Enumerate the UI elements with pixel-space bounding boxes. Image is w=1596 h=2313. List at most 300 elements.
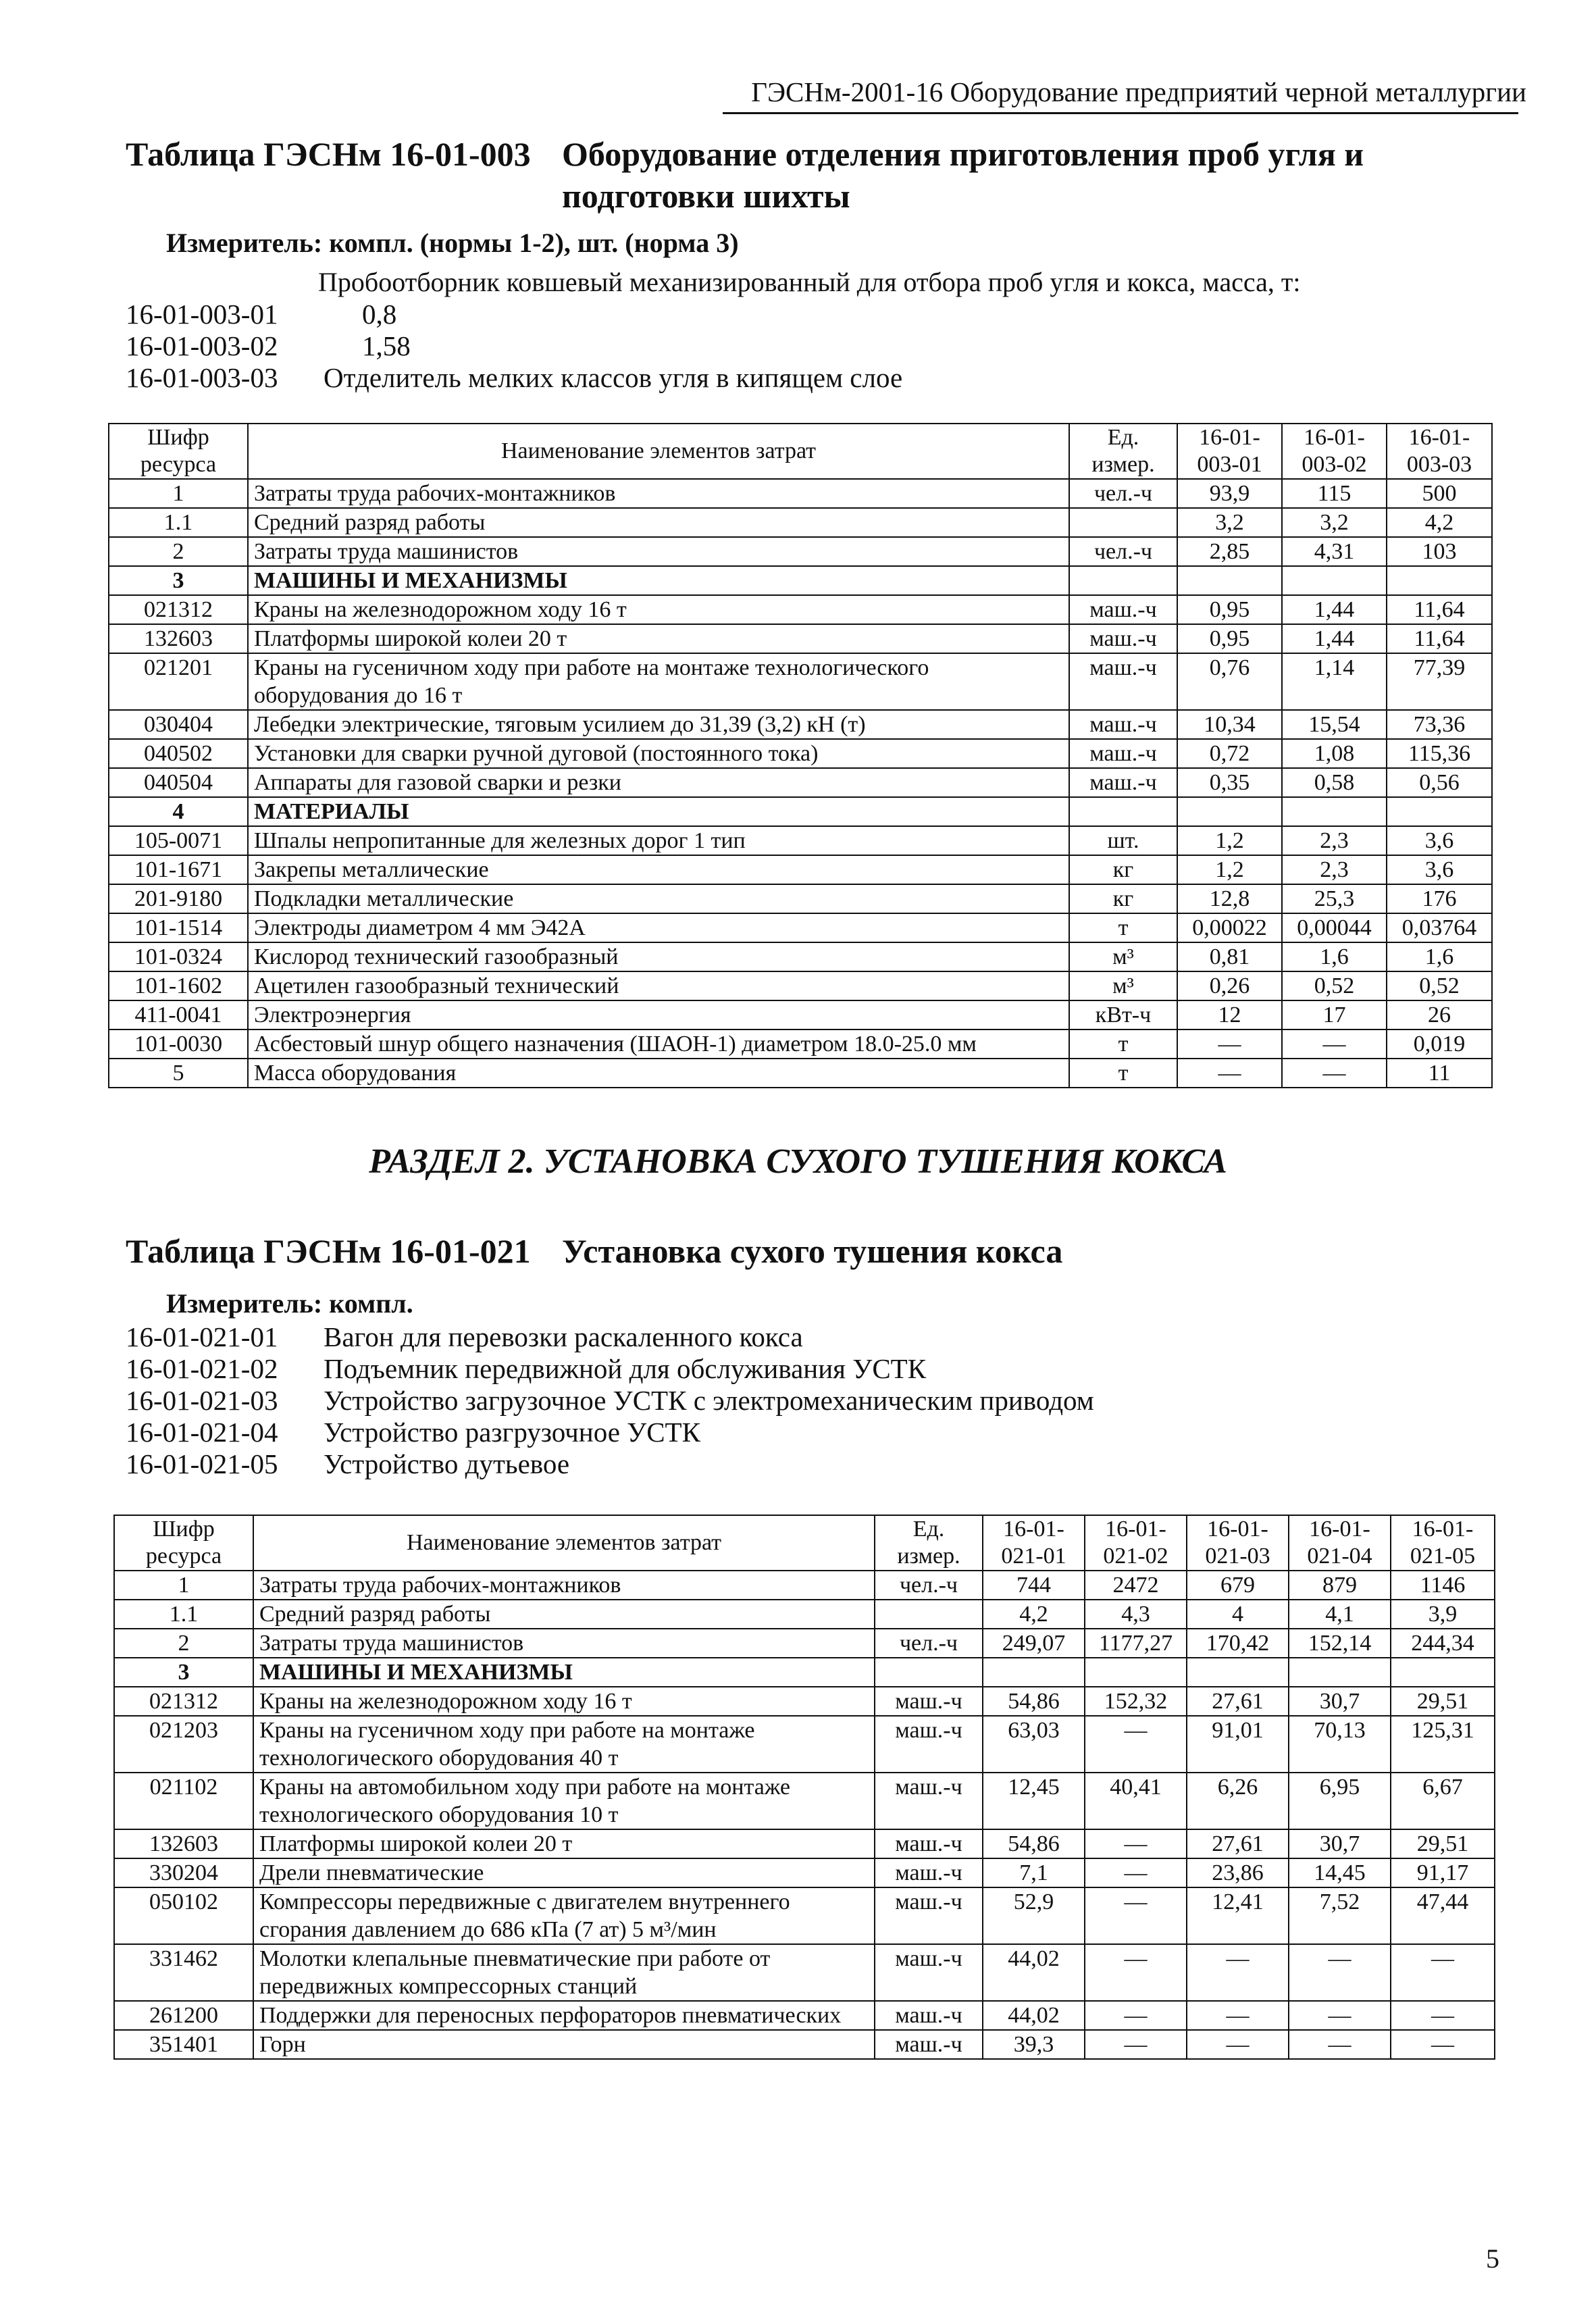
item-text: Вагон для перевозки раскаленного кокса: [324, 1321, 803, 1352]
table-row: [109, 537, 1492, 566]
header-col: 16-01-021-01: [983, 1515, 1085, 1571]
cell-value: 70,13: [1289, 1716, 1391, 1773]
cell-value: —: [1085, 1858, 1187, 1887]
cell-value: 44,02: [983, 2001, 1085, 2030]
table2-title: Установка сухого тушения кокса: [562, 1232, 1063, 1270]
cell-value: —: [1085, 1829, 1187, 1858]
item-code: 16-01-003-03: [126, 362, 278, 393]
header-name: Наименование элементов затрат: [253, 1515, 875, 1571]
cell-value: 40,41: [1085, 1773, 1187, 1829]
running-header: ГЭСНм-2001-16 Оборудование предприятий черной металлургии: [751, 76, 1526, 107]
cell-value: 30,7: [1289, 1829, 1391, 1858]
cell-value: 4,2: [1387, 508, 1492, 537]
cell-value: 77,39: [1387, 653, 1492, 710]
table-row: [114, 1571, 1495, 1600]
cell-value: 1177,27: [1085, 1629, 1187, 1658]
cell-value: 11: [1387, 1059, 1492, 1088]
cell-name: Ацетилен газообразный технический: [248, 971, 1069, 1000]
item-code: 16-01-003-01: [126, 299, 278, 330]
cell-value: —: [1289, 1944, 1391, 2001]
table2-meter: Измеритель: компл.: [166, 1288, 413, 1319]
cell-unit: маш.-ч: [1069, 710, 1177, 739]
cell-code: 1: [109, 479, 248, 508]
cell-value: 152,14: [1289, 1629, 1391, 1658]
cell-value: —: [1187, 2001, 1289, 2030]
cell-value: —: [1085, 1887, 1187, 1944]
cell-unit: шт.: [1069, 826, 1177, 855]
cell-name: Кислород технический газообразный: [248, 942, 1069, 971]
cell-unit: кг: [1069, 884, 1177, 913]
item-text: Устройство загрузочное УСТК с электромеханическим приводом: [324, 1385, 1094, 1416]
cell-value: 1,2: [1177, 855, 1282, 884]
cell-name: МАШИНЫ И МЕХАНИЗМЫ: [253, 1658, 875, 1687]
cell-value: 25,3: [1282, 884, 1387, 913]
cell-value: 176: [1387, 884, 1492, 913]
cell-name: Установки для сварки ручной дуговой (постоянного тока): [248, 739, 1069, 768]
cell-value: 1,14: [1282, 653, 1387, 710]
cell-name: Затраты труда машинистов: [253, 1629, 875, 1658]
cell-value: —: [1177, 1059, 1282, 1088]
cell-value: 27,61: [1187, 1687, 1289, 1716]
cell-value: 63,03: [983, 1716, 1085, 1773]
cell-value: 4,2: [983, 1600, 1085, 1629]
cell-code: 050102: [114, 1887, 253, 1944]
cell-code: 2: [109, 537, 248, 566]
table-row: [109, 710, 1492, 739]
header-name: Наименование элементов затрат: [248, 424, 1069, 479]
cell-value: 2,3: [1282, 855, 1387, 884]
cell-name: Лебедки электрические, тяговым усилием до 31,39 (3,2) кН (т): [248, 710, 1069, 739]
cell-name: Краны на автомобильном ходу при работе на монтаже технологического оборудования 10 т: [253, 1773, 875, 1829]
cell-value: 1,44: [1282, 624, 1387, 653]
cell-name: Средний разряд работы: [248, 508, 1069, 537]
item-text: Отделитель мелких классов угля в кипящем слое: [324, 362, 903, 393]
table-row: [109, 739, 1492, 768]
cell-value: —: [1282, 1030, 1387, 1059]
item-text: 0,8: [362, 299, 397, 330]
cell-name: Закрепы металлические: [248, 855, 1069, 884]
cell-value: 679: [1187, 1571, 1289, 1600]
header-col: 16-01-021-05: [1391, 1515, 1495, 1571]
cell-code: 411-0041: [109, 1000, 248, 1030]
cell-value: 1,6: [1387, 942, 1492, 971]
cell-value: 0,26: [1177, 971, 1282, 1000]
table-header-row: [114, 1515, 1495, 1571]
cell-value: 249,07: [983, 1629, 1085, 1658]
table-row: [109, 624, 1492, 653]
cell-value: 4: [1187, 1600, 1289, 1629]
cell-value: [1177, 566, 1282, 595]
cell-unit: маш.-ч: [875, 1829, 983, 1858]
cell-value: 10,34: [1177, 710, 1282, 739]
cell-value: —: [1282, 1059, 1387, 1088]
cell-value: 73,36: [1387, 710, 1492, 739]
cell-value: 3,6: [1387, 855, 1492, 884]
table-row: [114, 1829, 1495, 1858]
item-code: 16-01-003-02: [126, 330, 278, 361]
cell-value: 1146: [1391, 1571, 1495, 1600]
cell-value: 1,2: [1177, 826, 1282, 855]
table-row: [109, 855, 1492, 884]
header-code: Шифр ресурса: [109, 424, 248, 479]
cell-value: 103: [1387, 537, 1492, 566]
cell-value: 0,58: [1282, 768, 1387, 797]
table-header-row: [109, 424, 1492, 479]
cell-value: 115: [1282, 479, 1387, 508]
cell-value: 91,01: [1187, 1716, 1289, 1773]
cell-value: 12,8: [1177, 884, 1282, 913]
cell-value: 3,9: [1391, 1600, 1495, 1629]
header-col: 16-01-021-04: [1289, 1515, 1391, 1571]
cell-code: 021312: [109, 595, 248, 624]
item-text: Устройство разгрузочное УСТК: [324, 1417, 700, 1448]
table1-heading: [126, 134, 1544, 222]
cell-value: 879: [1289, 1571, 1391, 1600]
cell-unit: чел.-ч: [875, 1571, 983, 1600]
item-text: 1,58: [362, 330, 411, 361]
cell-value: —: [1391, 2030, 1495, 2059]
header-col: 16-01-021-03: [1187, 1515, 1289, 1571]
cell-value: [1289, 1658, 1391, 1687]
cell-value: 1,44: [1282, 595, 1387, 624]
cell-code: 330204: [114, 1858, 253, 1887]
item-text: Устройство дутьевое: [324, 1448, 570, 1479]
cell-code: 5: [109, 1059, 248, 1088]
cell-unit: маш.-ч: [1069, 739, 1177, 768]
cell-code: 101-1671: [109, 855, 248, 884]
item-code: 16-01-021-02: [126, 1353, 278, 1384]
cell-value: 30,7: [1289, 1687, 1391, 1716]
cell-value: 93,9: [1177, 479, 1282, 508]
cell-value: [1177, 797, 1282, 826]
cell-code: 021312: [114, 1687, 253, 1716]
cell-value: 0,95: [1177, 624, 1282, 653]
table-row: [114, 1773, 1495, 1829]
cell-name: Затраты труда рабочих-монтажников: [248, 479, 1069, 508]
table-row: [109, 595, 1492, 624]
cell-value: 4,31: [1282, 537, 1387, 566]
table-row: [109, 826, 1492, 855]
table-row: [114, 1944, 1495, 2001]
cell-value: 244,34: [1391, 1629, 1495, 1658]
cell-value: 2,85: [1177, 537, 1282, 566]
table-row: [114, 1629, 1495, 1658]
cell-value: 0,56: [1387, 768, 1492, 797]
cell-code: 132603: [109, 624, 248, 653]
cell-name: МАТЕРИАЛЫ: [248, 797, 1069, 826]
cell-value: 29,51: [1391, 1829, 1495, 1858]
cell-name: Затраты труда рабочих-монтажников: [253, 1571, 875, 1600]
cell-value: 0,81: [1177, 942, 1282, 971]
cell-unit: т: [1069, 1059, 1177, 1088]
cell-value: 500: [1387, 479, 1492, 508]
cell-value: —: [1391, 2001, 1495, 2030]
cell-value: 3,2: [1177, 508, 1282, 537]
cell-value: 52,9: [983, 1887, 1085, 1944]
cell-value: [1187, 1658, 1289, 1687]
header-col: 16-01-003-01: [1177, 424, 1282, 479]
cell-value: 7,52: [1289, 1887, 1391, 1944]
table1-title-line1: Оборудование отделения приготовления проб угля и: [562, 135, 1364, 173]
table1-title-line2: подготовки шихты: [562, 177, 850, 215]
table-row: [114, 1687, 1495, 1716]
cell-value: 15,54: [1282, 710, 1387, 739]
cell-name: Горн: [253, 2030, 875, 2059]
cell-value: 91,17: [1391, 1858, 1495, 1887]
cell-name: Краны на железнодорожном ходу 16 т: [253, 1687, 875, 1716]
cell-code: 3: [114, 1658, 253, 1687]
header-col: 16-01-021-02: [1085, 1515, 1187, 1571]
header-col: 16-01-003-03: [1387, 424, 1492, 479]
cell-value: —: [1391, 1944, 1495, 2001]
cell-name: Затраты труда машинистов: [248, 537, 1069, 566]
cell-value: 39,3: [983, 2030, 1085, 2059]
item-code: 16-01-021-01: [126, 1321, 278, 1352]
cell-value: 3,6: [1387, 826, 1492, 855]
cell-value: 14,45: [1289, 1858, 1391, 1887]
cell-value: 6,67: [1391, 1773, 1495, 1829]
cell-value: [1391, 1658, 1495, 1687]
cell-value: 0,00022: [1177, 913, 1282, 942]
cell-unit: маш.-ч: [875, 1887, 983, 1944]
cell-value: 2472: [1085, 1571, 1187, 1600]
cell-value: 3,2: [1282, 508, 1387, 537]
cell-value: 47,44: [1391, 1887, 1495, 1944]
table-row: [109, 508, 1492, 537]
table1-code: Таблица ГЭСНм 16-01-003: [126, 135, 531, 173]
cell-value: 125,31: [1391, 1716, 1495, 1773]
cell-unit: маш.-ч: [875, 1773, 983, 1829]
cell-code: 101-1514: [109, 913, 248, 942]
cell-value: 0,52: [1282, 971, 1387, 1000]
table1-meter: Измеритель: компл. (нормы 1-2), шт. (норма 3): [166, 228, 739, 258]
table-row: [109, 1030, 1492, 1059]
item-text: Подъемник передвижной для обслуживания УСТК: [324, 1353, 927, 1384]
table-row: [114, 2030, 1495, 2059]
cell-code: 101-1602: [109, 971, 248, 1000]
cell-unit: т: [1069, 913, 1177, 942]
cell-value: [1282, 566, 1387, 595]
cell-unit: [1069, 797, 1177, 826]
cell-code: 201-9180: [109, 884, 248, 913]
table-row: [109, 768, 1492, 797]
cell-value: —: [1177, 1030, 1282, 1059]
cell-value: 4,1: [1289, 1600, 1391, 1629]
cell-value: —: [1085, 2030, 1187, 2059]
cell-code: 021203: [114, 1716, 253, 1773]
cell-name: Асбестовый шнур общего назначения (ШАОН-1) диаметром 18.0-25.0 мм: [248, 1030, 1069, 1059]
cell-name: МАШИНЫ И МЕХАНИЗМЫ: [248, 566, 1069, 595]
cell-value: —: [1289, 2030, 1391, 2059]
section-title: РАЗДЕЛ 2. УСТАНОВКА СУХОГО ТУШЕНИЯ КОКСА: [369, 1142, 1227, 1181]
cell-unit: маш.-ч: [1069, 768, 1177, 797]
cell-unit: [1069, 508, 1177, 537]
cell-unit: маш.-ч: [875, 1687, 983, 1716]
cell-code: 4: [109, 797, 248, 826]
table2-resources: [113, 1515, 1495, 2060]
table1-intro: Пробоотборник ковшевый механизированный для отбора проб угля и кокса, масса, т:: [318, 267, 1301, 297]
cell-name: Молотки клепальные пневматические при работе от передвижных компрессорных станций: [253, 1944, 875, 2001]
cell-code: 040502: [109, 739, 248, 768]
cell-value: 17: [1282, 1000, 1387, 1030]
table-row: [109, 884, 1492, 913]
table-row: [109, 1000, 1492, 1030]
table-row: [114, 1716, 1495, 1773]
table2-code: Таблица ГЭСНм 16-01-021: [126, 1232, 531, 1270]
cell-value: 0,95: [1177, 595, 1282, 624]
cell-value: 12,41: [1187, 1887, 1289, 1944]
cell-value: 1,6: [1282, 942, 1387, 971]
cell-code: 331462: [114, 1944, 253, 2001]
cell-unit: т: [1069, 1030, 1177, 1059]
item-code: 16-01-021-05: [126, 1448, 278, 1479]
cell-value: 54,86: [983, 1829, 1085, 1858]
cell-name: Шпалы непропитанные для железных дорог 1 тип: [248, 826, 1069, 855]
table-group-row: [109, 566, 1492, 595]
cell-code: 3: [109, 566, 248, 595]
cell-value: 0,52: [1387, 971, 1492, 1000]
cell-value: 54,86: [983, 1687, 1085, 1716]
cell-value: 29,51: [1391, 1687, 1495, 1716]
cell-value: 7,1: [983, 1858, 1085, 1887]
cell-code: 351401: [114, 2030, 253, 2059]
cell-unit: [875, 1600, 983, 1629]
cell-name: Аппараты для газовой сварки и резки: [248, 768, 1069, 797]
table-row: [109, 971, 1492, 1000]
header-unit: Ед. измер.: [1069, 424, 1177, 479]
cell-unit: маш.-ч: [875, 2030, 983, 2059]
cell-value: 12,45: [983, 1773, 1085, 1829]
cell-value: 6,26: [1187, 1773, 1289, 1829]
header-col: 16-01-003-02: [1282, 424, 1387, 479]
cell-name: Подкладки металлические: [248, 884, 1069, 913]
table-row: [114, 1858, 1495, 1887]
cell-value: 170,42: [1187, 1629, 1289, 1658]
cell-code: 101-0030: [109, 1030, 248, 1059]
cell-value: —: [1085, 2001, 1187, 2030]
cell-value: 0,03764: [1387, 913, 1492, 942]
table1-resources: [108, 423, 1493, 1088]
cell-value: —: [1187, 2030, 1289, 2059]
header-rule: [723, 112, 1518, 114]
cell-name: Электроэнергия: [248, 1000, 1069, 1030]
cell-unit: маш.-ч: [1069, 624, 1177, 653]
cell-name: Платформы широкой колеи 20 т: [248, 624, 1069, 653]
table2-heading: [126, 1231, 1544, 1273]
cell-value: [1387, 566, 1492, 595]
cell-value: 12: [1177, 1000, 1282, 1030]
cell-value: 1,08: [1282, 739, 1387, 768]
cell-code: 105-0071: [109, 826, 248, 855]
cell-value: 0,00044: [1282, 913, 1387, 942]
cell-code: 1.1: [109, 508, 248, 537]
page-number: 5: [1486, 2243, 1499, 2274]
item-code: 16-01-021-04: [126, 1417, 278, 1448]
cell-value: 11,64: [1387, 595, 1492, 624]
cell-unit: маш.-ч: [875, 1716, 983, 1773]
cell-code: 1: [114, 1571, 253, 1600]
cell-value: [1282, 797, 1387, 826]
cell-value: [983, 1658, 1085, 1687]
cell-code: 1.1: [114, 1600, 253, 1629]
table-row: [114, 1600, 1495, 1629]
cell-unit: чел.-ч: [875, 1629, 983, 1658]
cell-unit: кг: [1069, 855, 1177, 884]
cell-unit: маш.-ч: [1069, 595, 1177, 624]
cell-value: 0,019: [1387, 1030, 1492, 1059]
cell-value: 0,72: [1177, 739, 1282, 768]
cell-unit: чел.-ч: [1069, 479, 1177, 508]
table-row: [109, 479, 1492, 508]
cell-unit: маш.-ч: [875, 1858, 983, 1887]
table-row: [109, 913, 1492, 942]
cell-value: 11,64: [1387, 624, 1492, 653]
table-group-row: [114, 1658, 1495, 1687]
cell-code: 2: [114, 1629, 253, 1658]
table-row: [114, 1887, 1495, 1944]
cell-code: 040504: [109, 768, 248, 797]
header-unit: Ед. измер.: [875, 1515, 983, 1571]
cell-name: Компрессоры передвижные с двигателем внутреннего сгорания давлением до 686 кПа (7 ат) 5 м³/мин: [253, 1887, 875, 1944]
cell-unit: кВт-ч: [1069, 1000, 1177, 1030]
cell-value: 23,86: [1187, 1858, 1289, 1887]
cell-code: 030404: [109, 710, 248, 739]
cell-unit: маш.-ч: [875, 1944, 983, 2001]
cell-value: 44,02: [983, 1944, 1085, 2001]
table-row: [114, 2001, 1495, 2030]
cell-value: —: [1289, 2001, 1391, 2030]
cell-value: 0,76: [1177, 653, 1282, 710]
item-code: 16-01-021-03: [126, 1385, 278, 1416]
cell-code: 021201: [109, 653, 248, 710]
cell-code: 261200: [114, 2001, 253, 2030]
cell-unit: м³: [1069, 942, 1177, 971]
cell-value: 26: [1387, 1000, 1492, 1030]
table-row: [109, 942, 1492, 971]
cell-value: [1387, 797, 1492, 826]
cell-value: 0,35: [1177, 768, 1282, 797]
cell-value: 744: [983, 1571, 1085, 1600]
cell-name: Поддержки для переносных перфораторов пневматических: [253, 2001, 875, 2030]
table-group-row: [109, 797, 1492, 826]
cell-unit: маш.-ч: [875, 2001, 983, 2030]
table-row: [109, 653, 1492, 710]
cell-value: —: [1085, 1716, 1187, 1773]
cell-value: 6,95: [1289, 1773, 1391, 1829]
cell-name: Краны на гусеничном ходу при работе на монтаже технологического оборудования до 16 т: [248, 653, 1069, 710]
cell-value: 4,3: [1085, 1600, 1187, 1629]
cell-unit: чел.-ч: [1069, 537, 1177, 566]
cell-unit: маш.-ч: [1069, 653, 1177, 710]
cell-name: Дрели пневматические: [253, 1858, 875, 1887]
cell-value: 152,32: [1085, 1687, 1187, 1716]
cell-name: Краны на гусеничном ходу при работе на монтаже технологического оборудования 40 т: [253, 1716, 875, 1773]
cell-value: 2,3: [1282, 826, 1387, 855]
cell-name: Средний разряд работы: [253, 1600, 875, 1629]
header-code: Шифр ресурса: [114, 1515, 253, 1571]
table-row: [109, 1059, 1492, 1088]
cell-code: 132603: [114, 1829, 253, 1858]
cell-value: 115,36: [1387, 739, 1492, 768]
cell-name: Масса оборудования: [248, 1059, 1069, 1088]
cell-value: [1085, 1658, 1187, 1687]
cell-name: Электроды диаметром 4 мм Э42А: [248, 913, 1069, 942]
cell-unit: м³: [1069, 971, 1177, 1000]
cell-name: Платформы широкой колеи 20 т: [253, 1829, 875, 1858]
cell-unit: [1069, 566, 1177, 595]
cell-unit: [875, 1658, 983, 1687]
cell-value: —: [1085, 1944, 1187, 2001]
